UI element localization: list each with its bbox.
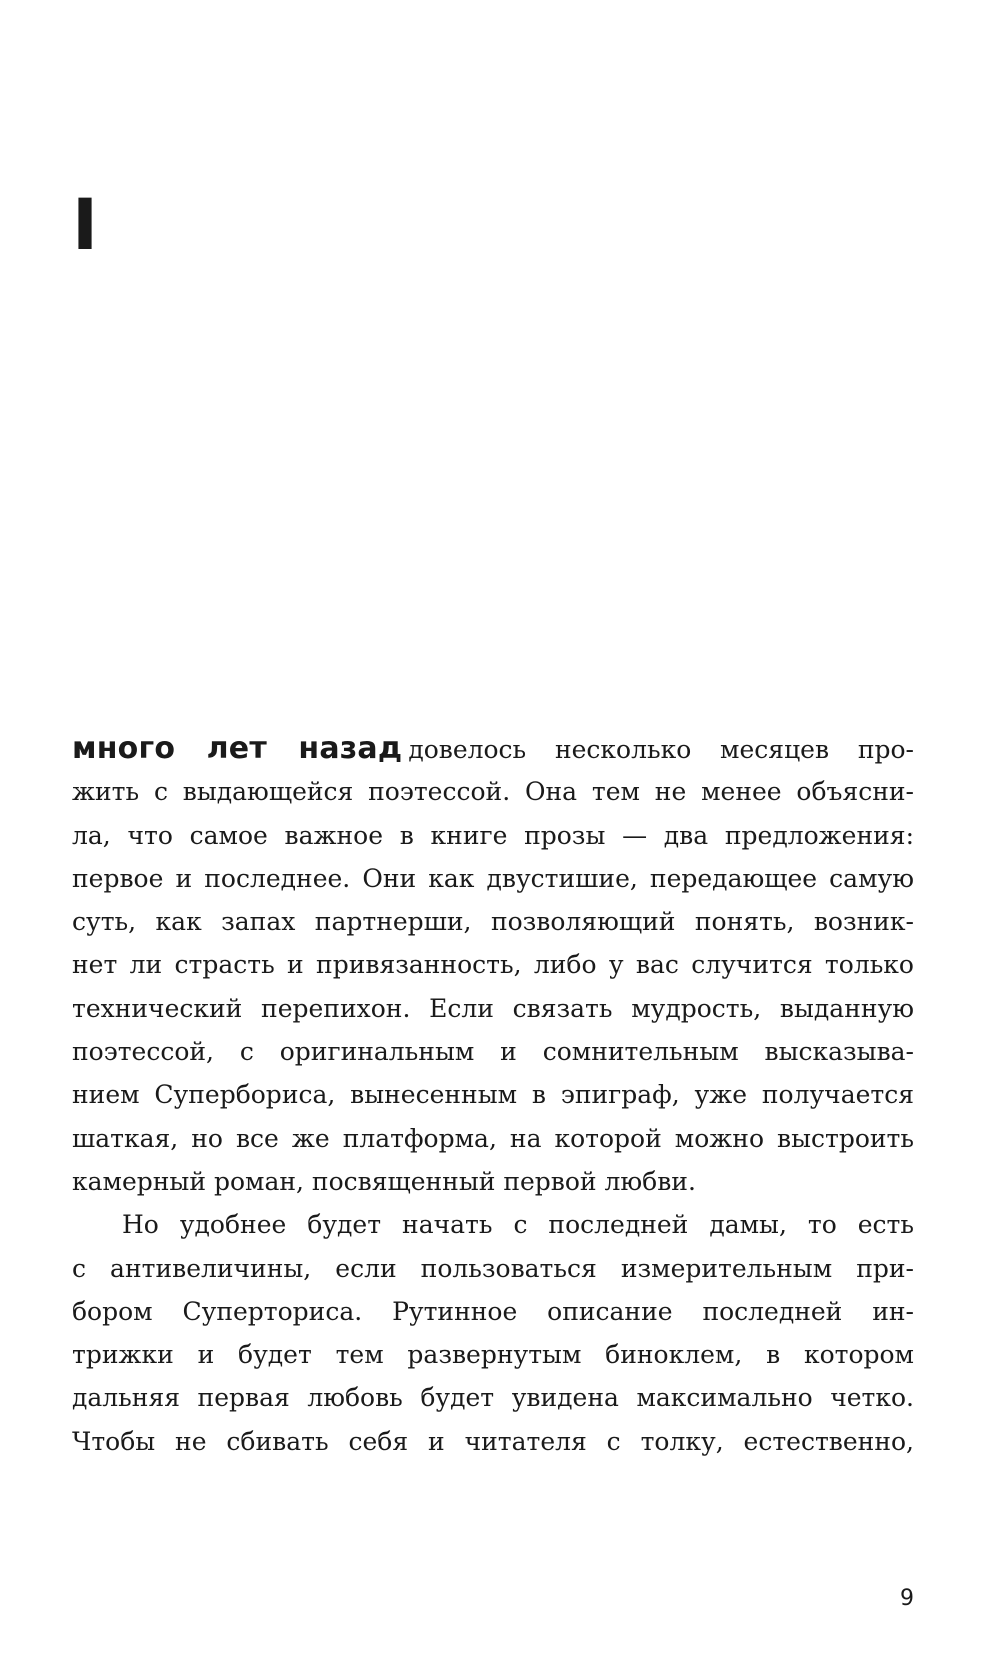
- text-line: нием Супербориса, вынесенным в эпиграф, уже получается: [72, 1080, 914, 1110]
- text-line: Чтобы не сбивать себя и читателя с толку, естественно,: [72, 1426, 914, 1456]
- text-line: Но удобнее будет начать с последней дамы, то есть: [122, 1210, 914, 1240]
- text-line: жить с выдающейся поэтессой. Она тем не менее объясни-: [72, 777, 914, 807]
- text-line: нет ли страсть и привязанность, либо у вас случится только: [72, 950, 914, 980]
- chapter-number: I: [72, 184, 99, 266]
- page-number: 9: [900, 1586, 914, 1611]
- body-text: [72, 727, 914, 1463]
- line-text: довелось несколько месяцев про-: [408, 735, 914, 764]
- lead-in-phrase: много лет назад: [72, 731, 403, 766]
- text-line: шаткая, но все же платформа, на которой можно выстроить: [72, 1123, 914, 1153]
- text-line: поэтессой, с оригинальным и сомнительным высказыва-: [72, 1037, 914, 1067]
- text-line: [72, 727, 914, 770]
- text-line: первое и последнее. Они как двустишие, передающее самую: [72, 863, 914, 893]
- text-line: камерный роман, посвященный первой любви.: [72, 1166, 696, 1196]
- paragraph-2: [72, 1203, 914, 1463]
- text-line: технический перепихон. Если связать мудрость, выданную: [72, 993, 914, 1023]
- text-line: с антивеличины, если пользоваться измерительным при-: [72, 1253, 914, 1283]
- text-line: бором Суперториса. Рутинное описание последней ин-: [72, 1296, 914, 1326]
- text-line: трижки и будет тем развернутым биноклем, в котором: [72, 1340, 914, 1370]
- paragraph-1: [72, 727, 914, 1203]
- text-line: ла, что самое важное в книге прозы — два предложения:: [72, 820, 914, 850]
- text-line: суть, как запах партнерши, позволяющий понять, возник-: [72, 907, 914, 937]
- text-line: дальняя первая любовь будет увидена максимально четко.: [72, 1383, 914, 1413]
